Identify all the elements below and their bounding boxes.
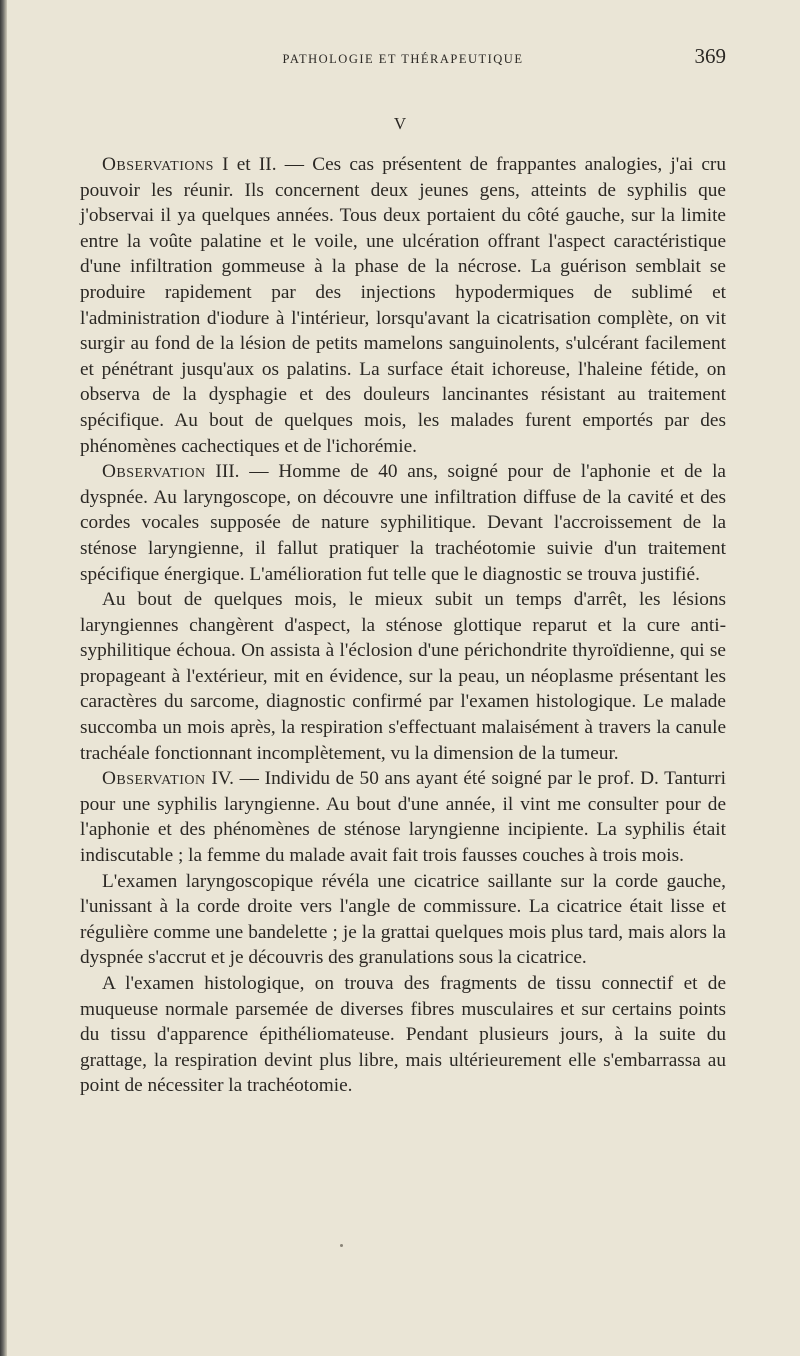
page-header <box>80 44 726 72</box>
section-numeral: V <box>393 114 407 133</box>
observation-lead: Observation <box>102 461 206 483</box>
observation-lead: Observations <box>102 154 214 175</box>
paragraph-text: Au bout de quelques mois, le mieux subit un temps d'arrêt, les lésions laryngiennes changèrent d'aspect, la sténose glottique reparut et la cure anti-syphilitique échoua. On assista à l'éclosion d'une périchondrite thyroïdienne, qui se propageant à l'extérieur, mit en évidence, sur la peau, un néoplasme présentant les caractères du sarcome, diagnostic confirmé par l'examen histologique. Le malade succomba un mois après, la respiration s'effectuant malaisément à travers la canule trachéale fonctionnant incomplètement, vu la dimension de la tumeur. <box>80 589 726 764</box>
paragraph-observation-3 <box>80 459 726 587</box>
paragraph-text: III. — Homme de 40 ans, soigné pour de l'aphonie et de la dyspnée. Au laryngoscope, on découvre une infiltration diffuse de la cavité et des cordes vocales supposée de nature syphilitique. Devant l'accroissement de la sténose laryngienne, il fallut pratiquer la trachéotomie suivie d'un traitement spécifique énergique. L'amélioration fut telle que le diagnostic se trouva justifié. <box>80 461 726 585</box>
paragraph-observation-4 <box>80 766 726 868</box>
paragraph-observation-4-histology <box>80 971 726 1099</box>
page-binding-edge <box>0 0 7 1356</box>
running-head: PATHOLOGIE ET THÉRAPEUTIQUE <box>282 52 524 66</box>
paragraph-text: I et II. — Ces cas présentent de frappantes analogies, j'ai cru pouvoir les réunir. Ils concernent deux jeunes gens, atteints de syphilis que j'observai il ya quelques années. Tous deux portaient du côté gauche, sur la limite entre la voûte palatine et le voile, une ulcération offrant l'aspect caractéristique d'une infiltration gommeuse à la phase de la nécrose. La guérison semblait se produire rapidement par des injections hypodermiques de sublimé et l'administration d'iodure à l'intérieur, lorsqu'avant la cicatrisation complète, on vit surgir au fond de la lésion de petits mamelons sanguinolents, s'ulcérant facilement et pénétrant jusqu'aux os palatins. La surface était ichoreuse, l'haleine fétide, on observa de la dysphagie et des douleurs lancinantes résistant au traitement spécifique. Au bout de quelques mois, les malades furent emportés par des phénomènes cachectiques et de l'ichorémie. <box>80 154 726 457</box>
page-number: 369 <box>694 44 726 68</box>
paragraph-observation-4-exam <box>80 869 726 971</box>
paragraph-text: A l'examen histologique, on trouva des fragments de tissu connectif et de muqueuse normale parsemée de diverses fibres musculaires et sur certains points du tissu d'apparence épithéliomateuse. Pendant plusieurs jours, à la suite du grattage, la respiration devint plus libre, mais ultérieurement elle s'embarrassa au point de nécessiter la trachéotomie. <box>80 973 726 1097</box>
paragraph-observations-1-2 <box>80 152 726 459</box>
paragraph-observation-3-continued <box>80 587 726 766</box>
paper-speck <box>340 1244 343 1247</box>
observation-lead: Observation <box>102 768 206 790</box>
paragraph-text: L'examen laryngoscopique révéla une cicatrice saillante sur la corde gauche, l'unissant à la corde droite vers l'angle de commissure. La cicatrice était lisse et régulière comme une bandelette ; je la grattai quelques mois plus tard, mais alors la dyspnée s'accrut et je découvris des granulations sous la cicatrice. <box>80 870 726 969</box>
body-text <box>80 152 726 1099</box>
paragraph-text: IV. — Individu de 50 ans ayant été soigné par le prof. D. Tanturri pour une syphilis laryngienne. Au bout d'une année, il vint me consulter pour de l'aphonie et des phénomènes de sténose laryngienne incipiente. La syphilis était indiscutable ; la femme du malade avait fait trois fausses couches à trois mois. <box>80 768 726 867</box>
